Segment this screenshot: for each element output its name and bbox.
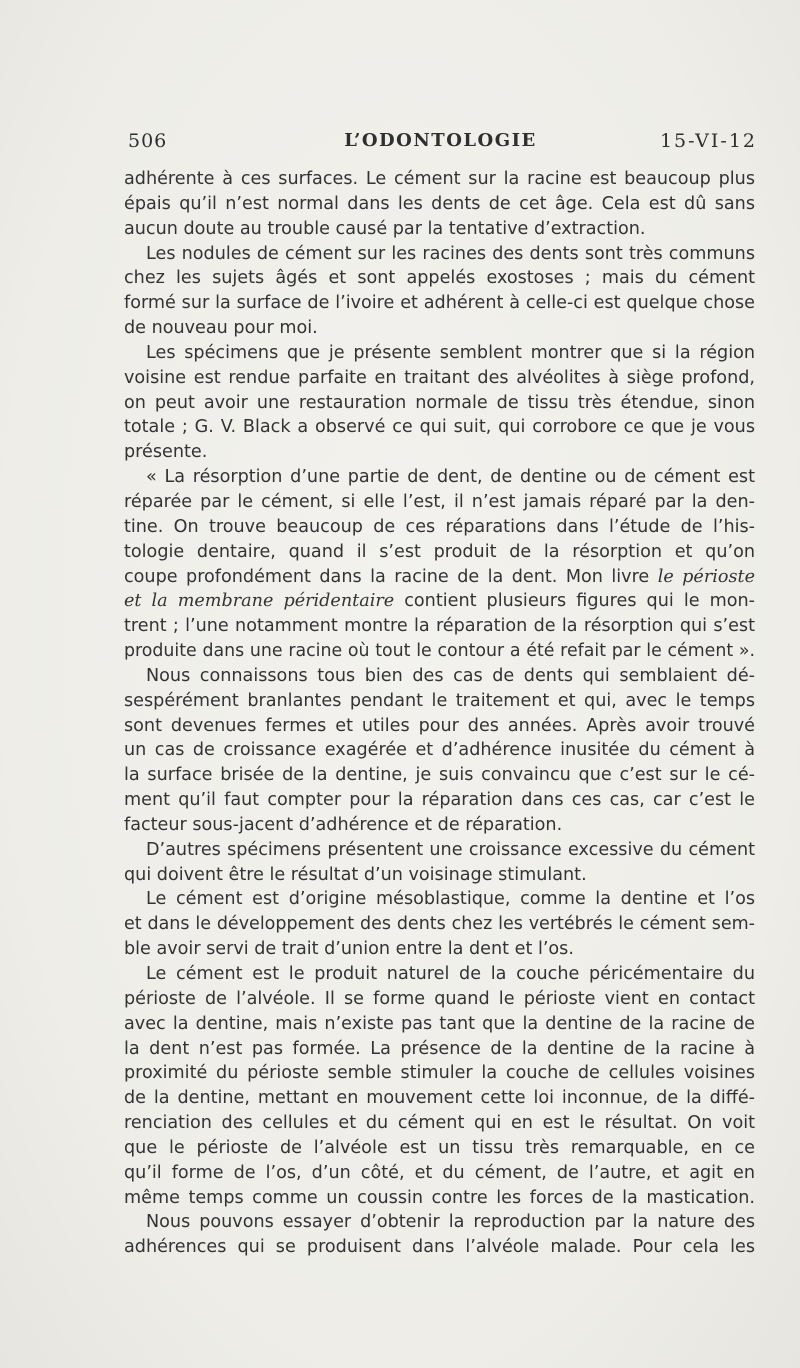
text-line <box>124 167 755 192</box>
text-line <box>124 738 755 763</box>
text-segment: coupe profondément dans la racine de la dent. Mon livre <box>124 566 658 587</box>
text-line <box>124 465 755 490</box>
text-segment: la dent n’est pas formée. La présence de la dentine de la racine à <box>124 1038 755 1059</box>
text-segment: sont devenues fermes et utiles pour des années. Après avoir trouvé <box>124 715 755 736</box>
text-line <box>124 714 755 739</box>
text-segment: même temps comme un coussin contre les forces de la mastication. <box>124 1187 755 1208</box>
text-segment: sespérément branlantes pendant le traitement et qui, avec le temps <box>124 690 755 711</box>
text-segment: aucun doute au trouble causé par la tentative d’extraction. <box>124 218 646 239</box>
text-line <box>124 1061 755 1086</box>
text-segment: proximité du périoste semble stimuler la couche de cellules voisines <box>124 1063 755 1084</box>
text-segment: avec la dentine, mais n’existe pas tant que la dentine de la racine de <box>124 1013 755 1034</box>
text-line <box>124 614 755 639</box>
text-line <box>124 887 755 912</box>
text-line <box>124 937 755 962</box>
text-segment: Le cément est d’origine mésoblastique, comme la dentine et l’os <box>146 889 755 910</box>
text-line <box>124 689 755 714</box>
text-line <box>124 813 755 838</box>
text-line <box>124 788 755 813</box>
text-line <box>124 266 755 291</box>
text-line <box>124 415 755 440</box>
text-line <box>124 1235 755 1260</box>
page-header <box>124 128 757 156</box>
text-segment: « La résorption d’une partie de dent, de dentine ou de cément est <box>146 467 755 488</box>
text-line <box>124 316 755 341</box>
text-line <box>124 391 755 416</box>
text-segment: qui doivent être le résultat d’un voisinage stimulant. <box>124 864 587 885</box>
running-title: L’ODONTOLOGIE <box>344 130 537 151</box>
text-segment: chez les sujets âgés et sont appelés exostoses ; mais du cément <box>124 268 755 289</box>
text-segment: un cas de croissance exagérée et d’adhérence inusitée du cément à <box>124 740 755 761</box>
text-segment: totale ; G. V. Black a observé ce qui suit, qui corrobore ce que je vous <box>124 417 755 438</box>
text-segment: présente. <box>124 442 208 463</box>
text-segment: renciation des cellules et du cément qui en est le résultat. On voit <box>124 1113 755 1134</box>
text-segment: Nous pouvons essayer d’obtenir la reproduction par la nature des <box>146 1212 755 1233</box>
text-segment: épais qu’il n’est normal dans les dents de cet âge. Cela est dû sans <box>124 193 755 214</box>
text-line <box>124 589 755 614</box>
text-segment: produite dans une racine où tout le contour a été refait par le cément ». <box>124 641 755 662</box>
issue-date: 15-VI-12 <box>659 130 757 152</box>
text-line <box>124 291 755 316</box>
text-segment: tologie dentaire, quand il s’est produit de la résorption et qu’on <box>124 541 755 562</box>
text-line <box>124 565 755 590</box>
text-line <box>124 490 755 515</box>
text-line <box>124 341 755 366</box>
text-segment: la surface brisée de la dentine, je suis convaincu que c’est sur le cé- <box>124 765 755 786</box>
text-segment: et dans le développement des dents chez les vertébrés le cément sem- <box>124 914 755 935</box>
text-segment: ble avoir servi de trait d’union entre la dent et l’os. <box>124 939 574 960</box>
italic-text: et la membrane péridentaire <box>124 591 395 612</box>
text-segment: Les nodules de cément sur les racines des dents sont très communs <box>146 243 755 264</box>
text-segment: réparée par le cément, si elle l’est, il n’est jamais réparé par la den- <box>124 491 755 512</box>
text-line <box>124 1037 755 1062</box>
text-segment: qu’il forme de l’os, d’un côté, et du cément, de l’autre, et agit en <box>124 1162 755 1183</box>
text-segment: périoste de l’alvéole. Il se forme quand le périoste vient en contact <box>124 988 755 1009</box>
text-line <box>124 763 755 788</box>
text-line <box>124 912 755 937</box>
text-line <box>124 863 755 888</box>
text-line <box>124 1086 755 1111</box>
text-line <box>124 1161 755 1186</box>
text-segment: adhérente à ces surfaces. Le cément sur la racine est beaucoup plus <box>124 169 755 189</box>
text-line <box>124 1210 755 1235</box>
text-line <box>124 440 755 465</box>
text-segment: facteur sous-jacent d’adhérence et de réparation. <box>124 814 563 835</box>
text-segment: on peut avoir une restauration normale de tissu très étendue, sinon <box>124 392 755 413</box>
text-segment: de la dentine, mettant en mouvement cette loi inconnue, de la diffé- <box>124 1088 755 1109</box>
text-segment: formé sur la surface de l’ivoire et adhérent à celle-ci est quelque chose <box>124 293 755 314</box>
text-segment: tine. On trouve beaucoup de ces réparations dans l’étude de l’his- <box>124 516 755 537</box>
text-line <box>124 192 755 217</box>
text-segment: Les spécimens que je présente semblent montrer que si la région <box>146 342 755 363</box>
text-segment: Nous connaissons tous bien des cas de dents qui semblaient dé- <box>146 665 755 686</box>
text-segment: voisine est rendue parfaite en traitant des alvéolites à siège profond, <box>124 367 755 388</box>
text-segment: de nouveau pour moi. <box>124 318 318 339</box>
text-line <box>124 217 755 242</box>
text-line <box>124 664 755 689</box>
text-line <box>124 366 755 391</box>
text-segment: adhérences qui se produisent dans l’alvéole malade. Pour cela les <box>124 1237 755 1258</box>
text-line <box>124 540 755 565</box>
text-segment: que le périoste de l’alvéole est un tissu très remarquable, en ce <box>124 1137 755 1158</box>
text-line <box>124 962 755 987</box>
text-line <box>124 515 755 540</box>
text-line <box>124 1111 755 1136</box>
page-number: 506 <box>128 130 168 152</box>
text-line <box>124 838 755 863</box>
body-text <box>124 167 755 1260</box>
italic-text: le périoste <box>657 566 755 587</box>
text-line <box>124 987 755 1012</box>
text-line <box>124 1012 755 1037</box>
text-line <box>124 242 755 267</box>
text-line <box>124 639 755 664</box>
text-segment: Le cément est le produit naturel de la couche péricémentaire du <box>146 964 755 984</box>
text-segment: contient plusieurs figures qui le mon- <box>394 591 755 612</box>
text-line <box>124 1186 755 1211</box>
text-segment: ment qu’il faut compter pour la réparation dans ces cas, car c’est le <box>124 790 755 811</box>
text-segment: trent ; l’une notamment montre la réparation de la résorption qui s’est <box>124 616 755 637</box>
text-line <box>124 1136 755 1161</box>
text-segment: D’autres spécimens présentent une croissance excessive du cément <box>146 839 755 860</box>
